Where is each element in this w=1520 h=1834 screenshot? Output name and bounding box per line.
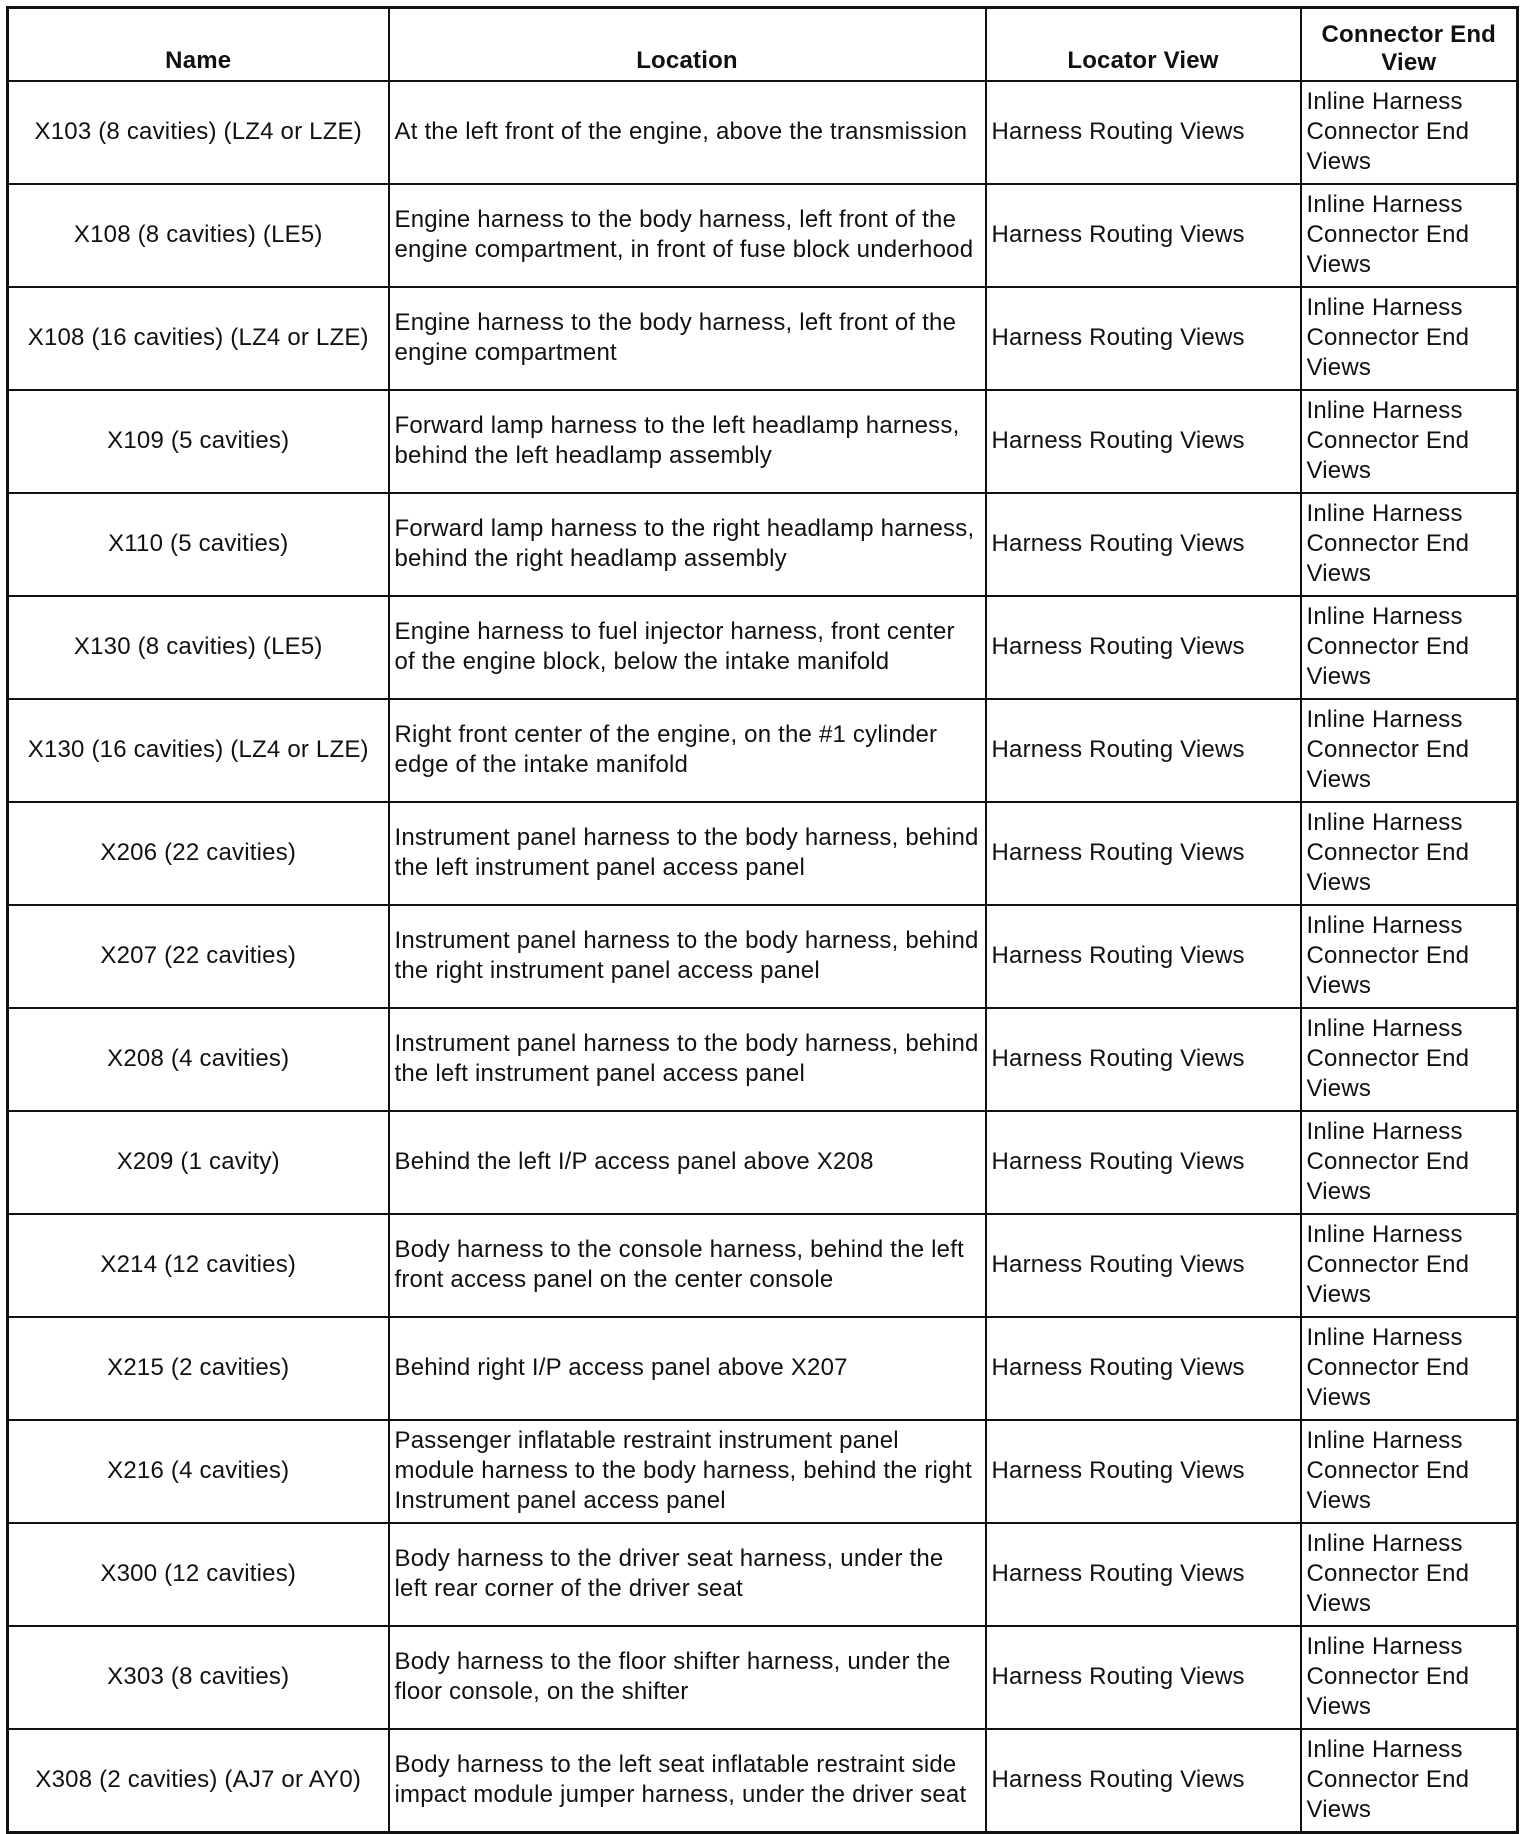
cell-location: Passenger inflatable restraint instrument panel module harness to the body harness, behind the right Instrument panel access panel xyxy=(389,1420,986,1523)
cell-connector-end-view: Inline Harness Connector End Views xyxy=(1301,802,1518,905)
table-row xyxy=(8,390,1518,493)
cell-name: X108 (8 cavities) (LE5) xyxy=(8,184,389,287)
cell-connector-end-view: Inline Harness Connector End Views xyxy=(1301,905,1518,1008)
header-connector-end-view: Connector End View xyxy=(1301,8,1518,81)
cell-connector-end-view: Inline Harness Connector End Views xyxy=(1301,1523,1518,1626)
cell-connector-end-view: Inline Harness Connector End Views xyxy=(1301,493,1518,596)
header-name: Name xyxy=(8,8,389,81)
cell-connector-end-view: Inline Harness Connector End Views xyxy=(1301,81,1518,184)
connector-table-container xyxy=(6,6,1519,1834)
cell-locator-view: Harness Routing Views xyxy=(986,1214,1301,1317)
cell-locator-view: Harness Routing Views xyxy=(986,390,1301,493)
table-row xyxy=(8,1008,1518,1111)
cell-locator-view: Harness Routing Views xyxy=(986,1008,1301,1111)
cell-connector-end-view: Inline Harness Connector End Views xyxy=(1301,596,1518,699)
cell-name: X130 (8 cavities) (LE5) xyxy=(8,596,389,699)
table-row xyxy=(8,1317,1518,1420)
table-row xyxy=(8,1111,1518,1214)
cell-name: X110 (5 cavities) xyxy=(8,493,389,596)
table-row xyxy=(8,596,1518,699)
table-row xyxy=(8,1523,1518,1626)
cell-connector-end-view: Inline Harness Connector End Views xyxy=(1301,287,1518,390)
cell-name: X216 (4 cavities) xyxy=(8,1420,389,1523)
cell-name: X103 (8 cavities) (LZ4 or LZE) xyxy=(8,81,389,184)
inline-connector-table xyxy=(6,6,1519,1834)
cell-name: X206 (22 cavities) xyxy=(8,802,389,905)
cell-locator-view: Harness Routing Views xyxy=(986,802,1301,905)
cell-location: At the left front of the engine, above the transmission xyxy=(389,81,986,184)
table-row xyxy=(8,493,1518,596)
cell-connector-end-view: Inline Harness Connector End Views xyxy=(1301,1317,1518,1420)
table-row xyxy=(8,905,1518,1008)
cell-name: X308 (2 cavities) (AJ7 or AY0) xyxy=(8,1729,389,1833)
cell-location: Instrument panel harness to the body harness, behind the right instrument panel access panel xyxy=(389,905,986,1008)
cell-locator-view: Harness Routing Views xyxy=(986,699,1301,802)
cell-location: Body harness to the driver seat harness, under the left rear corner of the driver seat xyxy=(389,1523,986,1626)
cell-name: X207 (22 cavities) xyxy=(8,905,389,1008)
cell-locator-view: Harness Routing Views xyxy=(986,287,1301,390)
cell-connector-end-view: Inline Harness Connector End Views xyxy=(1301,1729,1518,1833)
cell-name: X214 (12 cavities) xyxy=(8,1214,389,1317)
cell-name: X108 (16 cavities) (LZ4 or LZE) xyxy=(8,287,389,390)
header-row xyxy=(8,8,1518,81)
cell-connector-end-view: Inline Harness Connector End Views xyxy=(1301,390,1518,493)
table-row xyxy=(8,1420,1518,1523)
table-row xyxy=(8,1626,1518,1729)
cell-name: X209 (1 cavity) xyxy=(8,1111,389,1214)
cell-name: X215 (2 cavities) xyxy=(8,1317,389,1420)
table-row xyxy=(8,81,1518,184)
cell-name: X300 (12 cavities) xyxy=(8,1523,389,1626)
cell-connector-end-view: Inline Harness Connector End Views xyxy=(1301,1214,1518,1317)
cell-locator-view: Harness Routing Views xyxy=(986,81,1301,184)
cell-locator-view: Harness Routing Views xyxy=(986,493,1301,596)
cell-connector-end-view: Inline Harness Connector End Views xyxy=(1301,1008,1518,1111)
cell-location: Behind right I/P access panel above X207 xyxy=(389,1317,986,1420)
cell-locator-view: Harness Routing Views xyxy=(986,1317,1301,1420)
table-row xyxy=(8,1214,1518,1317)
cell-locator-view: Harness Routing Views xyxy=(986,184,1301,287)
cell-locator-view: Harness Routing Views xyxy=(986,1626,1301,1729)
cell-location: Body harness to the left seat inflatable restraint side impact module jumper harness, under the driver seat xyxy=(389,1729,986,1833)
cell-location: Body harness to the console harness, behind the left front access panel on the center console xyxy=(389,1214,986,1317)
table-row xyxy=(8,802,1518,905)
table-header xyxy=(8,8,1518,81)
cell-location: Engine harness to fuel injector harness, front center of the engine block, below the intake manifold xyxy=(389,596,986,699)
cell-locator-view: Harness Routing Views xyxy=(986,596,1301,699)
cell-location: Forward lamp harness to the left headlamp harness, behind the left headlamp assembly xyxy=(389,390,986,493)
cell-connector-end-view: Inline Harness Connector End Views xyxy=(1301,1111,1518,1214)
cell-locator-view: Harness Routing Views xyxy=(986,1523,1301,1626)
cell-location: Body harness to the floor shifter harness, under the floor console, on the shifter xyxy=(389,1626,986,1729)
table-row xyxy=(8,287,1518,390)
cell-location: Forward lamp harness to the right headlamp harness, behind the right headlamp assembly xyxy=(389,493,986,596)
cell-locator-view: Harness Routing Views xyxy=(986,1420,1301,1523)
cell-location: Right front center of the engine, on the #1 cylinder edge of the intake manifold xyxy=(389,699,986,802)
header-location: Location xyxy=(389,8,986,81)
cell-connector-end-view: Inline Harness Connector End Views xyxy=(1301,184,1518,287)
cell-locator-view: Harness Routing Views xyxy=(986,905,1301,1008)
cell-location: Behind the left I/P access panel above X208 xyxy=(389,1111,986,1214)
table-row xyxy=(8,699,1518,802)
cell-location: Instrument panel harness to the body harness, behind the left instrument panel access panel xyxy=(389,802,986,905)
cell-connector-end-view: Inline Harness Connector End Views xyxy=(1301,1626,1518,1729)
cell-connector-end-view: Inline Harness Connector End Views xyxy=(1301,699,1518,802)
cell-location: Engine harness to the body harness, left front of the engine compartment, in front of fuse block underhood xyxy=(389,184,986,287)
cell-locator-view: Harness Routing Views xyxy=(986,1111,1301,1214)
table-row xyxy=(8,184,1518,287)
cell-name: X208 (4 cavities) xyxy=(8,1008,389,1111)
table-row xyxy=(8,1729,1518,1833)
cell-location: Instrument panel harness to the body harness, behind the left instrument panel access panel xyxy=(389,1008,986,1111)
cell-connector-end-view: Inline Harness Connector End Views xyxy=(1301,1420,1518,1523)
cell-name: X109 (5 cavities) xyxy=(8,390,389,493)
cell-location: Engine harness to the body harness, left front of the engine compartment xyxy=(389,287,986,390)
cell-locator-view: Harness Routing Views xyxy=(986,1729,1301,1833)
table-body xyxy=(8,81,1518,1833)
cell-name: X303 (8 cavities) xyxy=(8,1626,389,1729)
header-locator-view: Locator View xyxy=(986,8,1301,81)
cell-name: X130 (16 cavities) (LZ4 or LZE) xyxy=(8,699,389,802)
